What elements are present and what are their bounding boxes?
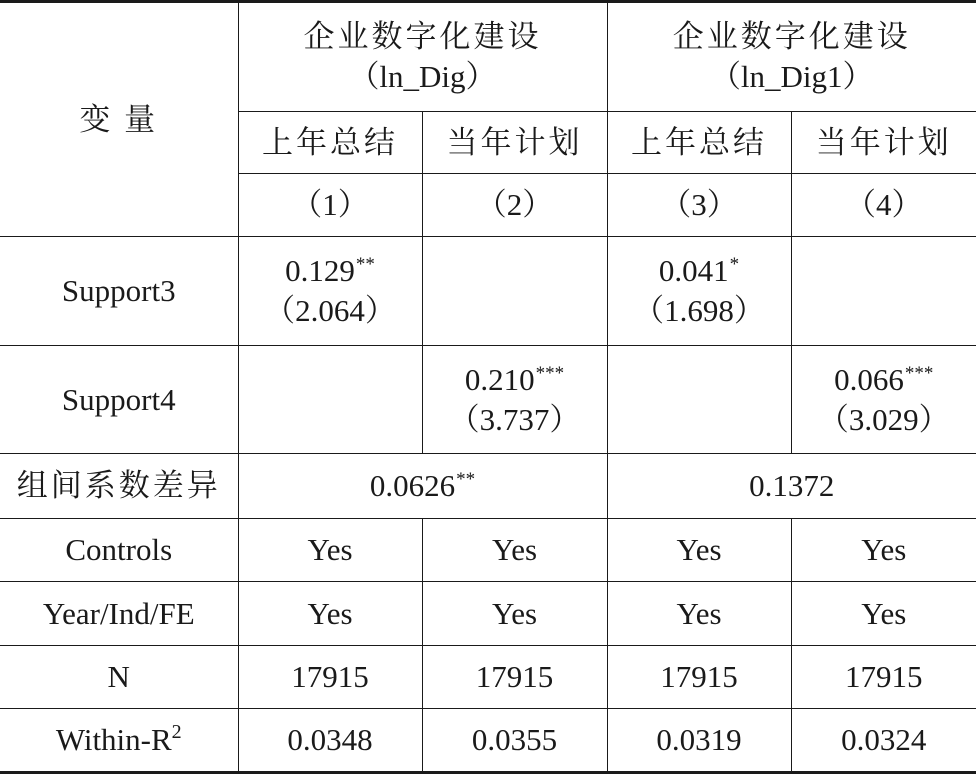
coef-value: 0.066 — [834, 361, 904, 397]
significance-stars: *** — [904, 362, 934, 384]
t-stat: （3.737） — [448, 401, 581, 437]
t-stat: （1.698） — [633, 293, 765, 328]
table-row-support3 — [0, 237, 976, 346]
cell-fe-col1: Yes — [238, 582, 422, 646]
subcol-header-3: 上年总结 — [607, 112, 791, 174]
cell-n-col1: 17915 — [238, 646, 422, 709]
cell-support4-col4 — [791, 346, 976, 454]
group-header-2 — [607, 2, 976, 112]
significance-stars: *** — [535, 362, 565, 384]
cell-n-col3: 17915 — [607, 646, 791, 709]
row-label-r2 — [0, 709, 238, 773]
row-label-fe: Year/Ind/FE — [0, 582, 238, 646]
header-row-group — [0, 2, 976, 112]
significance-stars: * — [729, 254, 740, 276]
cell-support4-col1 — [238, 346, 422, 454]
group-1-subtitle: （ln_Dig） — [348, 59, 497, 94]
cell-n-col2: 17915 — [422, 646, 607, 709]
coef-value: 0.129 — [285, 253, 355, 289]
cell-support4-col3 — [607, 346, 791, 454]
significance-stars: ** — [456, 469, 476, 491]
row-label-support3: Support3 — [0, 237, 238, 346]
cell-controls-col2: Yes — [422, 519, 607, 582]
group-2-title: 企业数字化建设 — [672, 19, 911, 55]
cell-controls-col1: Yes — [238, 519, 422, 582]
cell-n-col4: 17915 — [791, 646, 976, 709]
row-label-support4: Support4 — [0, 346, 238, 454]
r2-superscript: 2 — [171, 721, 182, 744]
table-row-n — [0, 646, 976, 709]
table-row-r2 — [0, 709, 976, 773]
table-row-controls — [0, 519, 976, 582]
significance-stars: ** — [355, 254, 375, 276]
cell-fe-col2: Yes — [422, 582, 607, 646]
table-row-support4 — [0, 346, 976, 454]
col-number-2: （2） — [422, 174, 607, 237]
group-2-subtitle: （ln_Dig1） — [709, 59, 874, 94]
cell-diff-group2 — [607, 454, 976, 519]
col-number-1: （1） — [238, 174, 422, 237]
cell-controls-col4: Yes — [791, 519, 976, 582]
col-number-3: （3） — [607, 174, 791, 237]
cell-diff-group1 — [238, 454, 607, 519]
cell-r2-col1: 0.0348 — [238, 709, 422, 773]
cell-fe-col3: Yes — [607, 582, 791, 646]
variable-header-label: 变 量 — [79, 101, 159, 137]
cell-r2-col2: 0.0355 — [422, 709, 607, 773]
cell-support3-col3 — [607, 237, 791, 346]
subcol-header-2: 当年计划 — [422, 112, 607, 174]
group-1-title: 企业数字化建设 — [303, 19, 542, 55]
diff-value: 0.1372 — [749, 468, 835, 504]
coef-value: 0.041 — [658, 253, 729, 289]
t-stat: （3.029） — [817, 401, 950, 437]
cell-support4-col2 — [422, 346, 607, 454]
row-label-n: N — [0, 646, 238, 709]
group-header-1 — [238, 2, 607, 112]
t-stat: （2.064） — [264, 293, 396, 328]
cell-support3-col4 — [791, 237, 976, 346]
variable-header — [0, 2, 238, 237]
coef-value: 0.210 — [464, 361, 535, 397]
diff-value: 0.0626 — [369, 468, 456, 504]
subcol-header-1: 上年总结 — [238, 112, 422, 174]
table-row-group-diff — [0, 454, 976, 519]
table-row-fe — [0, 582, 976, 646]
cell-r2-col4: 0.0324 — [791, 709, 976, 773]
r2-label: Within-R — [55, 722, 172, 758]
row-label-controls: Controls — [0, 519, 238, 582]
subcol-header-4: 当年计划 — [791, 112, 976, 174]
col-number-4: （4） — [791, 174, 976, 237]
cell-controls-col3: Yes — [607, 519, 791, 582]
cell-support3-col1 — [238, 237, 422, 346]
row-label-group-diff: 组间系数差异 — [0, 454, 238, 519]
cell-fe-col4: Yes — [791, 582, 976, 646]
cell-r2-col3: 0.0319 — [607, 709, 791, 773]
cell-support3-col2 — [422, 237, 607, 346]
